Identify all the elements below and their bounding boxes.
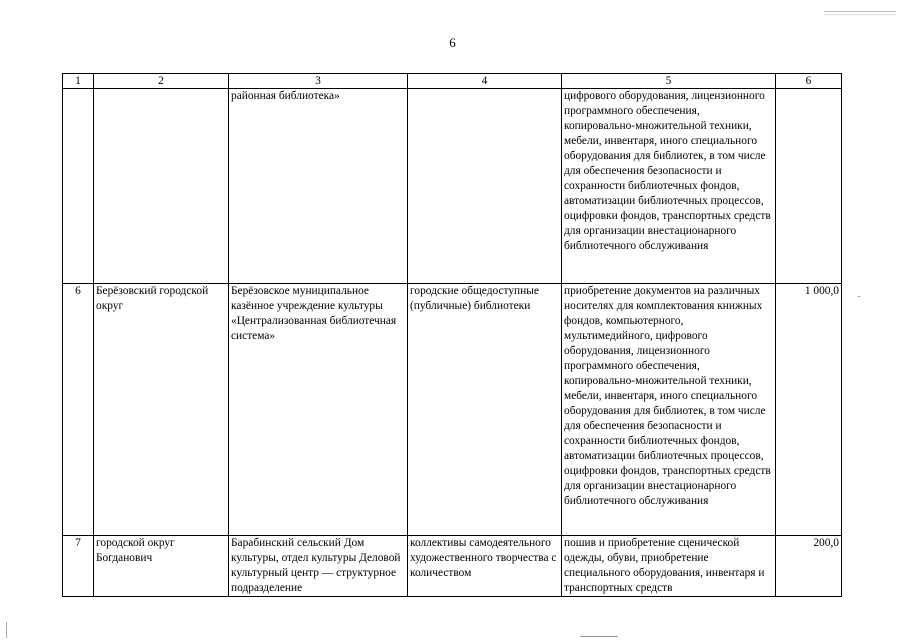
purpose-cell: приобретение документов на различных носителях для комплектования книжных фондов, компьютерного, мультимедийного, цифрового оборудования, лицензионного программного обеспечения, копировально-множительной техники, мебели, инвентаря, иного специального оборудования для библиотек, в том числе для обеспечения безопасности и сохранности библиотечных фондов, автоматизации библиотечных процессов, оцифровки фондов, транспортных средств для организации внестационарного библиотечного обслуживания: [562, 284, 776, 536]
recipient-cell: коллективы самодеятельного художественного творчества с количеством: [408, 536, 562, 597]
institution-cell: Берёзовское муниципальное казённое учреждение культуры «Централизованная библиотечная система»: [229, 284, 408, 536]
scan-mark-left: [6, 622, 7, 638]
municipality-cell: [94, 89, 229, 284]
row-number: [63, 89, 94, 284]
scan-speck: [858, 296, 860, 297]
institution-cell: Барабинский сельский Дом культуры, отдел культуры Деловой культурный центр — структурное подразделение: [229, 536, 408, 597]
table-row: [63, 536, 842, 597]
scan-mark-top: [824, 11, 896, 12]
header-col-5: 5: [562, 74, 776, 89]
recipient-cell: городские общедоступные (публичные) библиотеки: [408, 284, 562, 536]
header-col-2: 2: [94, 74, 229, 89]
municipality-cell: городской округ Богданович: [94, 536, 229, 597]
amount-cell: [776, 89, 842, 284]
header-col-6: 6: [776, 74, 842, 89]
municipality-cell: Берёзовский городской округ: [94, 284, 229, 536]
amount-cell: 200,0: [776, 536, 842, 597]
scan-mark-top-faint: [824, 14, 896, 15]
allocation-table: [62, 73, 842, 597]
header-col-1: 1: [63, 74, 94, 89]
row-number: 7: [63, 536, 94, 597]
header-col-3: 3: [229, 74, 408, 89]
institution-cell: районная библиотека»: [229, 89, 408, 284]
page-number: 6: [449, 35, 456, 50]
header-col-4: 4: [408, 74, 562, 89]
purpose-cell: пошив и приобретение сценической одежды, обуви, приобретение специального оборудования, инвентаря и транспортных средств: [562, 536, 776, 597]
scan-mark-bottom: [580, 636, 618, 637]
purpose-cell: цифрового оборудования, лицензионного программного обеспечения, копировально-множительной техники, мебели, инвентаря, иного специального оборудования для библиотек, в том числе для обеспечения безопасности и сохранности библиотечных фондов, автоматизации библиотечных процессов, оцифровки фондов, транспортных средств для организации внестационарного библиотечного обслуживания: [562, 89, 776, 284]
table-header-row: [63, 74, 842, 89]
amount-cell: 1 000,0: [776, 284, 842, 536]
recipient-cell: [408, 89, 562, 284]
table-row: [63, 284, 842, 536]
table-row: [63, 89, 842, 284]
row-number: 6: [63, 284, 94, 536]
